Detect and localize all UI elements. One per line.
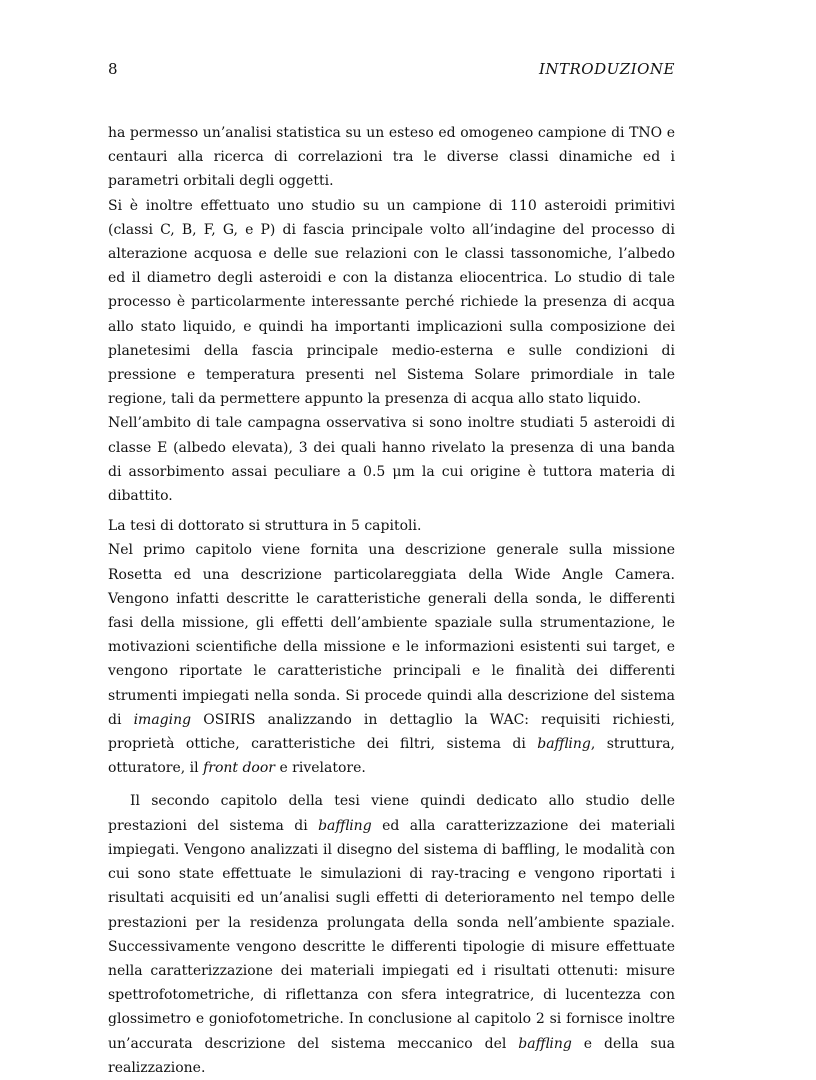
paragraph-struttura-tesi xyxy=(108,514,675,538)
page-number: 8 xyxy=(108,60,118,78)
paragraph-classe-e xyxy=(108,411,675,508)
text-run: ha permesso un’analisi statistica su un esteso ed omogeneo campione di TNO e centauri alla ricerca di correlazioni tra le diverse classi dinamiche ed i parametri orbitali degli oggetti. xyxy=(108,125,675,190)
text-run: Il secondo capitolo della tesi viene quindi dedicato allo studio delle prestazioni del sistema di xyxy=(108,793,675,834)
italic-term: front door xyxy=(203,760,275,777)
paragraph-tno xyxy=(108,121,675,194)
text-run: e rivelatore. xyxy=(275,760,366,777)
italic-term: baffling xyxy=(518,1035,572,1052)
italic-term: baffling xyxy=(537,736,591,753)
text-run: ed alla caratterizzazione dei materiali impiegati. Vengono analizzati il disegno del sistema di baffling, le modalità con cui sono state effettuate le simulazioni di ray-tracing e vengono riportati i risultati acquisiti ed un’analisi sugli effetti di deterioramento nel tempo delle prestazioni per la residenza prolungata della sonda nell’ambiente spaziale. Successivamente vengono descritte le differenti tipologie di misure effettuate nella caratterizzazione dei materiali impiegati ed i risultati ottenuti: misure spettrofotometriche, di riflettanza con sfera integratrice, di lucentezza con glossimetro e goniofotometriche. In conclusione al capitolo 2 si fornisce inoltre un’accurata descrizione del sistema meccanico del xyxy=(108,817,675,1052)
document-page xyxy=(108,0,676,1076)
text-run: e della sua realizzazione. xyxy=(108,1035,676,1076)
paragraph-asteroidi-primitivi xyxy=(108,194,675,412)
italic-term: baffling xyxy=(318,817,372,834)
running-header xyxy=(108,60,675,80)
text-run: La tesi di dottorato si struttura in 5 capitoli. xyxy=(108,518,422,535)
text-run: OSIRIS analizzando in dettaglio la WAC: requisiti richiesti, proprietà ottiche, caratteristiche dei filtri, sistema di xyxy=(108,711,676,753)
paragraph-secondo-capitolo xyxy=(108,789,675,1079)
paragraph-primo-capitolo xyxy=(108,538,675,780)
text-run: Nel primo capitolo viene fornita una descrizione generale sulla missione Rosetta ed una descrizione particolareggiata della Wide Angle Camera. Vengono infatti descritte le caratteristiche generali della sonda, le differenti fasi della missione, gli effetti dell’ambiente spaziale sulla strumentazione, le motivazioni scientifiche della missione e le informazioni esistenti sui target, e vengono riportate le caratteristiche principali e le finalità dei differenti strumenti impiegati nella sonda. Si procede quindi alla descrizione del sistema di xyxy=(108,542,675,728)
italic-term: imaging xyxy=(133,711,192,728)
text-run: Si è inoltre effettuato uno studio su un campione di 110 asteroidi primitivi (classi C, B, F, G, e P) di fascia principale volto all’indagine del processo di alterazione acquosa e delle sue relazioni con le classi tassonomiche, l’albedo ed il diametro degli asteroidi e con la distanza eliocentrica. Lo studio di tale processo è particolarmente interessante perché richiede la presenza di acqua allo stato liquido, e quindi ha importanti implicazioni sulla composizione dei planetesimi della fascia principale medio-esterna e sulle condizioni di pressione e temperatura presenti nel Sistema Solare primordiale in tale regione, tali da permettere appunto la presenza di acqua allo stato liquido. xyxy=(108,197,675,408)
body-text xyxy=(108,121,675,1080)
text-run: , struttura, otturatore, il xyxy=(108,736,675,777)
chapter-title: INTRODUZIONE xyxy=(538,60,675,78)
text-run: Nell’ambito di tale campagna osservativa si sono inoltre studiati 5 asteroidi di classe E (albedo elevata), 3 dei quali hanno rivelato la presenza di una banda di assorbimento assai peculiare a 0.5 μm la cui origine è tuttora materia di dibattito. xyxy=(108,415,675,505)
